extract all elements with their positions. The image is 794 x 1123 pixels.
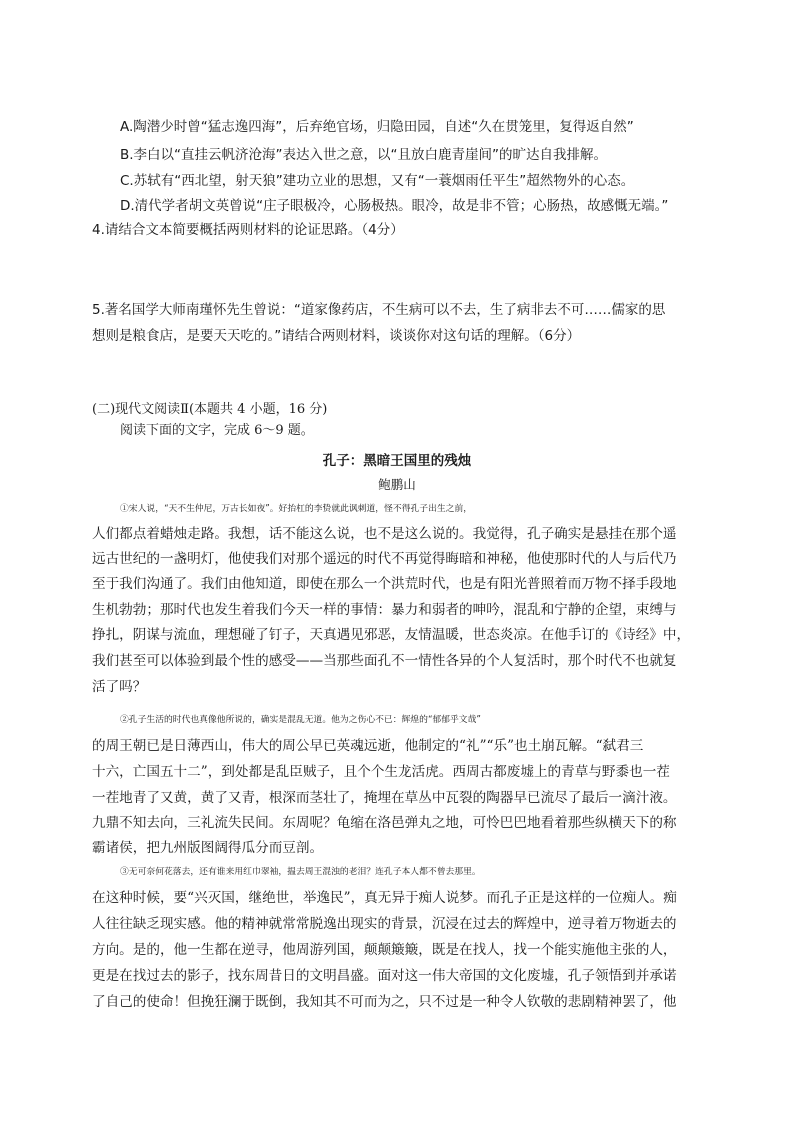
option-a: A.陶潜少时曾“猛志逸四海”，后弃绝官场，归隐田园，自述“久在贯笼里，复得返自然” xyxy=(120,119,634,135)
option-b: B.李白以“直挂云帆济沧海”表达入世之意，以“且放白鹿青崖间”的旷达自我排解。 xyxy=(120,147,608,163)
paragraph-line: 十六，亡国五十二”，到处都是乱臣贼子，且个个生龙活虎。西周古都废墟上的青草与野黍也一茬 xyxy=(92,764,670,780)
paragraph-line: 我们甚至可以体验到最个性的感受——当那些面孔不一情性各异的个人复活时，那个时代不也就复 xyxy=(92,653,677,669)
paragraph-line: 活了吗？ xyxy=(92,679,147,695)
section-instruction: 阅读下面的文字，完成 6～9 题。 xyxy=(120,423,314,438)
paragraph-line: ①宋人说，“天不生仲尼，万古长如夜”。好抬杠的李贽就此讽刺道，怪不得孔子出生之前， xyxy=(120,504,473,514)
paragraph-line: 人往往缺乏现实感。他的精神就常常脱逸出现实的背景，沉浸在过去的辉煌中，逆寻着万物逝去的 xyxy=(92,916,677,932)
paragraph-line: ③无可奈何花落去，还有谁来用红巾翠袖，揾去周王混浊的老泪？连孔子本人都不曾去那里。 xyxy=(120,867,481,877)
paragraph-line: 人们都点着蜡烛走路。我想，话不能这么说，也不是这么说的。我觉得，孔子确实是悬挂在那个遥 xyxy=(92,526,677,542)
question-4: 4.请结合文本简要概括两则材料的论证思路。（4分） xyxy=(92,222,404,238)
article-title: 孔子：黑暗王国里的残烛 xyxy=(322,453,472,469)
option-c: C.苏轼有“西北望，射天狼”建功立业的思想，又有“一蓑烟雨任平生”超然物外的心态。 xyxy=(120,173,635,189)
paragraph-line: ②孔子生活的时代也真像他所说的，确实是混乱无道。他为之伤心不已：辉煌的“郁郁乎文哉” xyxy=(120,715,481,725)
paragraph-line: 的周王朝已是日薄西山，伟大的周公早已英魂远逝，他制定的“礼”“乐”也土崩瓦解。“弑君三 xyxy=(92,738,644,754)
option-d: D.清代学者胡文英曾说“庄子眼极冷，心肠极热。眼冷，故是非不管；心肠热，故感慨无端。” xyxy=(120,198,669,214)
paragraph-line: 生机勃勃；那时代也发生着我们今天一样的事情：暴力和弱者的呻吟，混乱和宁静的企望，束缚与 xyxy=(92,602,677,618)
section-heading: (二)现代文阅读Ⅱ(本题共 4 小题，16 分) xyxy=(92,402,328,417)
paragraph-line: 在这种时候，要“兴灭国，继绝世，举逸民”，真无异于痴人说梦。而孔子正是这样的一位痴人。痴 xyxy=(92,890,677,906)
paragraph-line: 方向。是的，他一生都在逆寻，他周游列国，颠颠簸簸，既是在找人，找一个能实施他主张的人， xyxy=(92,942,677,958)
paragraph-line: 一茬地青了又黄，黄了又青，根深而茎壮了，掩埋在草丛中瓦裂的陶器早已流尽了最后一滴汁液。 xyxy=(92,790,677,806)
paragraph-line: 远古世纪的一盏明灯，他使我们对那个遥远的时代不再觉得晦暗和神秘，他使那时代的人与后代乃 xyxy=(92,551,677,567)
paragraph-line: 霸诸侯，把九州版图阔得瓜分而豆剖。 xyxy=(92,840,324,856)
paragraph-line: 至于我们沟通了。我们由他知道，即使在那么一个洪荒时代，也是有阳光普照着而万物不择手段地 xyxy=(92,576,677,592)
paragraph-line: 了自己的使命！但挽狂澜于既倒，我知其不可而为之，只不过是一种令人钦敬的悲剧精神罢了，他 xyxy=(92,994,677,1010)
paragraph-line: 更是在找过去的影子，找东周昔日的文明昌盛。面对这一伟大帝国的文化废墟，孔子领悟到并承诺 xyxy=(92,968,677,984)
paragraph-line: 九鼎不知去向，三礼流失民间。东周呢？龟缩在洛邑弹丸之地，可怜巴巴地看着那些纵横天下的称 xyxy=(92,815,677,831)
question-5-line-1: 5.著名国学大师南瑾怀先生曾说：“道家像药店，不生病可以不去，生了病非去不可……儒家的思 xyxy=(92,302,666,318)
question-5-line-2: 想则是粮食店，是要天天吃的。”请结合两则材料，谈谈你对这句话的理解。（6分） xyxy=(92,328,581,344)
paragraph-line: 挣扎，阴谋与流血，理想碰了钉子，天真遇见邪恶，友情温暖，世态炎凉。在他手订的《诗经》中， xyxy=(92,627,691,643)
article-author: 鲍鹏山 xyxy=(378,477,416,492)
